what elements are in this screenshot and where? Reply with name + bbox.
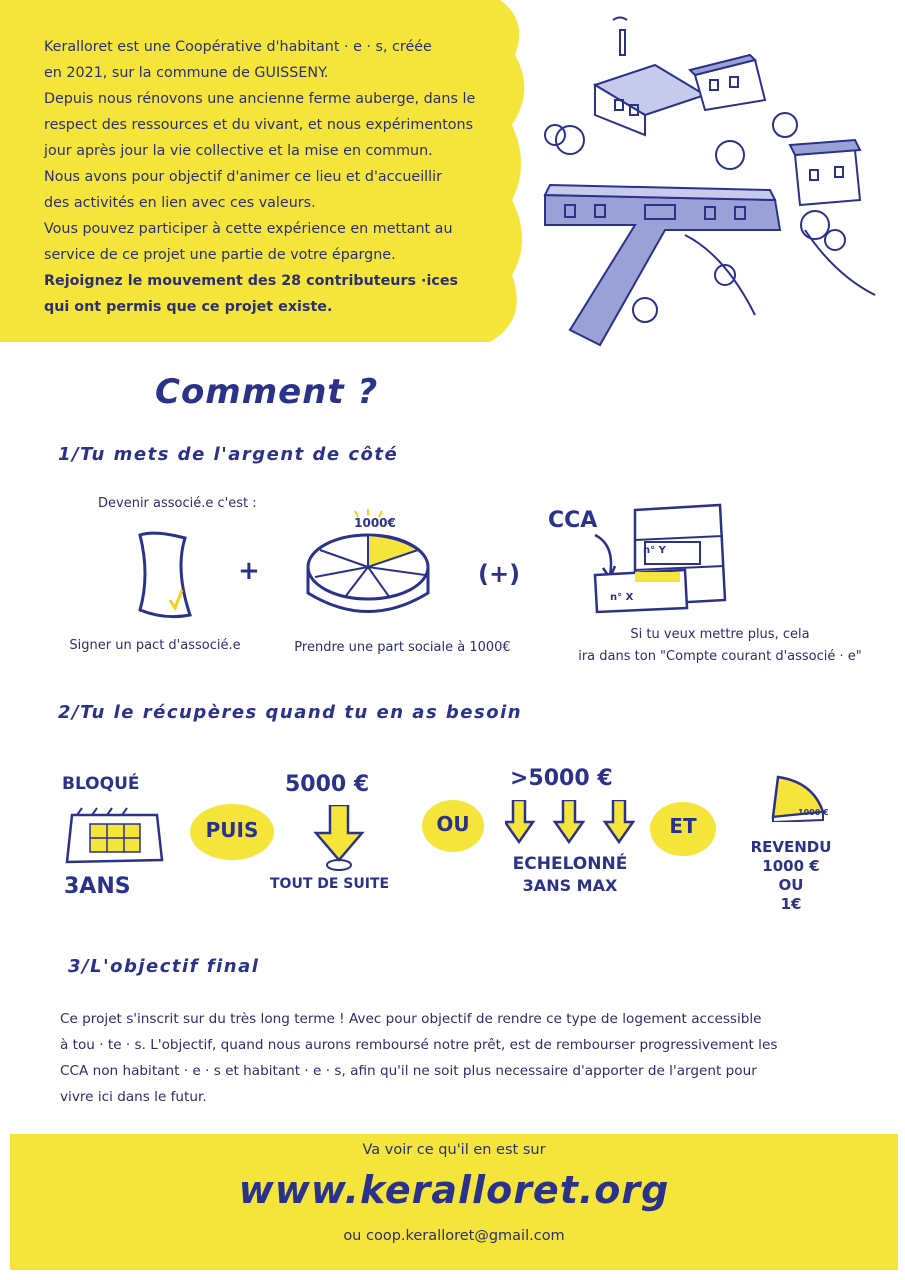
intro-text (44, 34, 514, 320)
final-text-line: Ce projet s'inscrit sur du très long terme ! Avec pour objectif de rendre ce type de logement accessible (60, 1011, 762, 1027)
blocked-label: BLOQUÉ (62, 774, 140, 794)
cca-label: CCA (548, 508, 598, 533)
drawer-cabinet-icon (575, 500, 735, 620)
drawer-label: n° X (610, 592, 634, 603)
et-label: ET (669, 814, 697, 838)
section-title: Comment ? (155, 372, 379, 412)
staggered-arrows-icon (505, 800, 645, 850)
intro-line: Vous pouvez participer à cette expérience en mettant au (44, 221, 453, 237)
blocked-duration: 3ANS (64, 874, 131, 899)
step3-title: 3/L'objectif final (68, 956, 260, 977)
optional-plus-sign: (+) (478, 560, 521, 588)
intro-line: Nous avons pour objectif d'animer ce lieu et d'accueillir (44, 169, 442, 185)
plus-sign: + (238, 556, 260, 586)
step2-title: 2/Tu le récupères quand tu en as besoin (58, 702, 523, 723)
coin-label: 1000 € (798, 808, 829, 817)
resold-line: 1000 € (762, 857, 820, 875)
resold-line: REVENDU (750, 838, 832, 856)
step1-lead: Devenir associé.e c'est : (98, 496, 257, 511)
intro-line: service de ce projet une partie de votre épargne. (44, 247, 396, 263)
intro-bold-line: Rejoignez le mouvement des 28 contributeurs ·ices (44, 273, 459, 289)
spread-label: 3ANS MAX (522, 876, 618, 895)
contract-icon (125, 530, 205, 625)
intro-line: des activités en lien avec ces valeurs. (44, 195, 316, 211)
intro-line: Keralloret est une Coopérative d'habitant · e · s, créée (44, 39, 432, 55)
drawer-label: n° Y (643, 545, 666, 556)
amount-more: >5000 € (510, 766, 613, 791)
step1-caption: Signer un pact d'associé.e (69, 638, 241, 653)
intro-line: Depuis nous rénovons une ancienne ferme auberge, dans le (44, 91, 476, 107)
puis-label: PUIS (205, 818, 259, 842)
intro-bold-line: qui ont permis que ce projet existe. (44, 299, 333, 315)
final-objective-text (60, 1006, 850, 1110)
amount-now: 5000 € (285, 772, 370, 797)
email-link[interactable]: ou coop.keralloret@gmail.com (343, 1228, 565, 1244)
ou-label: OU (436, 812, 470, 836)
website-link[interactable]: www.keralloret.org (238, 1168, 670, 1212)
step1-caption-line: ira dans ton "Compte courant d'associé · e" (578, 649, 862, 664)
final-text-line: vivre ici dans le futur. (60, 1089, 207, 1105)
final-text-line: à tou · te · s. L'objectif, quand nous aurons remboursé notre prêt, est de rembourser progressivement les (60, 1037, 778, 1053)
resold-label (736, 838, 846, 914)
intro-line: jour après jour la vie collective et la mise en commun. (44, 143, 433, 159)
spread-label: ECHELONNÉ (512, 854, 628, 874)
step1-title: 1/Tu mets de l'argent de côté (58, 444, 399, 465)
down-arrow-icon (310, 805, 370, 875)
step1-caption-line: Si tu veux mettre plus, cela (630, 627, 810, 642)
resold-line: 1€ (780, 895, 802, 913)
share-value-label: 1000€ (354, 516, 396, 530)
resold-line: OU (778, 876, 804, 894)
step1-caption: Prendre une part sociale à 1000€ (294, 640, 511, 655)
calendar-icon (62, 800, 172, 875)
intro-line: en 2021, sur la commune de GUISSENY. (44, 65, 329, 81)
farm-illustration (525, 15, 895, 365)
step1-caption (545, 624, 895, 668)
final-text-line: CCA non habitant · e · s et habitant · e · s, afin qu'il ne soit plus necessaire d'apporter de l'argent pour (60, 1063, 757, 1079)
intro-line: respect des ressources et du vivant, et nous expérimentons (44, 117, 474, 133)
footer-lead: Va voir ce qu'il en est sur (362, 1142, 546, 1158)
now-label: TOUT DE SUITE (270, 876, 390, 892)
